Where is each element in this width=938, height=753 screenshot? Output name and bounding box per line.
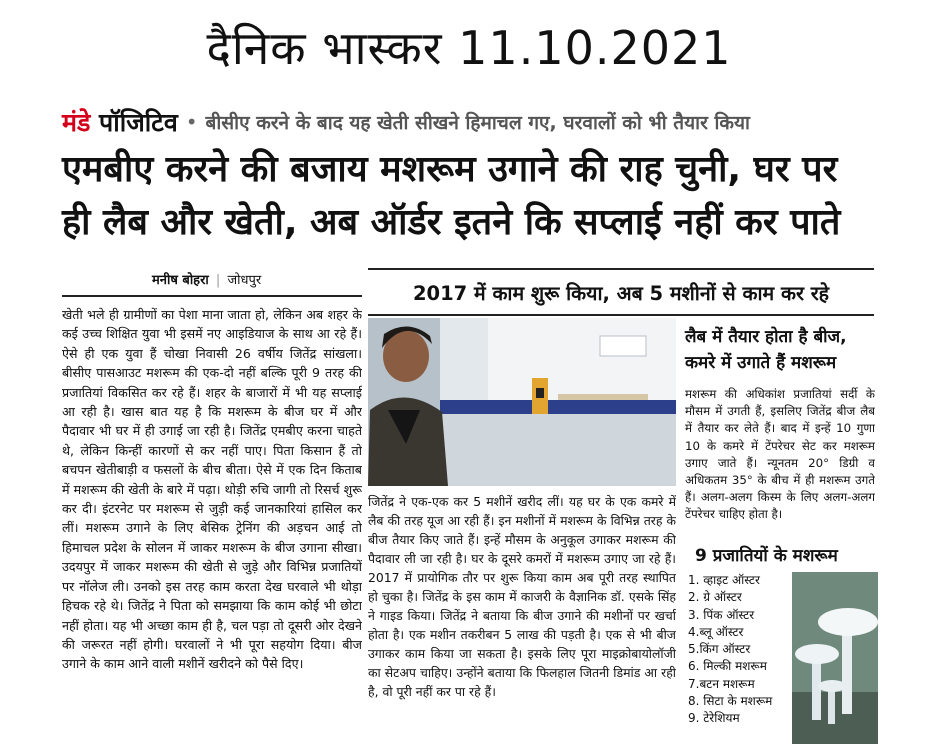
section-brand	[62, 105, 178, 139]
list-item: 3. पिंक ऑस्टर	[688, 607, 755, 622]
mushroom-photo	[792, 572, 878, 744]
author-name: मनीष बोहरा	[152, 273, 209, 288]
byline	[152, 270, 261, 288]
list-item: 1. व्हाइट ऑस्टर	[688, 573, 760, 587]
dateline-place: जोधपुर	[227, 273, 262, 288]
article-body-left: खेती भले ही ग्रामीणों का पेशा माना जाता हो, लेकिन अब शहर के कई उच्च शिक्षित युवा भी इसमें नए आइडियाज के साथ आ रहे हैं। ऐसे ही एक युवा हैं चोखा निवासी 26 वर्षीय जितेंद्र सांखला। बीसीए पासआउट मशरूम की एक-दो नहीं बल्कि पूरी 9 तरह की प्रजातियां विकसित कर रहे हैं। शहर के बाजारों में भी यह सप्लाई आ रही है। खास बात यह है कि मशरूम के बीज घर में और पैदावार भी घर में ही उगाई जा रही है। जितेंद्र एमबीए करना चाहते थे, लेकिन किन्हीं कारणों से कर नहीं पाए। पिता किसान हैं तो बचपन खेतीबाड़ी व फसलों के बीच बीता। ऐसे में एक दिन किताब में मशरूम की खेती के बारे में पढ़ा। थोड़ी रुचि जागी तो रिसर्च शुरू कर दी। इंटरनेट पर मशरूम से जुड़ी कई जानकारियां हासिल कर लीं। मशरूम उगाने के लिए बेसिक ट्रेनिंग की अड़चन आई तो हिमाचल प्रदेश के सोलन में जाकर मशरूम के बीज उगाना सीखा। उदयपुर में जाकर मशरूम की खेती से जुड़े और विभिन्न प्रजातियों पर नॉलेज ली। उनको इस तरह काम करता देख घरवाले भी थोड़ा हिचक रहे थे। जितेंद्र ने पिता को समझाया कि काम कोई भी छोटा नहीं होता। यह भी अच्छा काम ही है, चल पड़ा तो दूसरी ओर देखने की जरूरत नहीं होगी। घरवालों ने भी पूरा सहयोग दिया। बीज उगाने के काम आने वाली मशीनें खरीदने को पैसे दिए।	[62, 307, 362, 672]
mushroom-illustration	[792, 572, 878, 744]
brand-red-word: मंडे	[62, 108, 91, 137]
masthead-title: दैनिक भास्कर 11.10.2021	[206, 21, 732, 75]
list-item: 4.ब्लू ऑस्टर	[688, 624, 744, 639]
list-item: 7.बटन मशरूम	[688, 676, 755, 691]
list-item: 2. ग्रे ऑस्टर	[688, 590, 742, 605]
kicker-subtitle: बीसीए करने के बाद यह खेती सीखने हिमाचल गए, घरवालों को भी तैयार किया	[205, 112, 750, 134]
lab-photo-illustration	[368, 318, 676, 486]
sidebar-headline-line-1: लैब में तैयार होता है बीज,	[685, 327, 847, 347]
list-item: 8. सिटा के मशरूम	[688, 694, 773, 709]
list-item: 5.किंग ऑस्टर	[688, 642, 751, 657]
divider-rule	[62, 295, 362, 297]
lab-photo	[368, 318, 676, 486]
headline-line-2: ही लैब और खेती, अब ऑर्डर इतने कि सप्लाई नहीं कर पाते	[62, 202, 841, 243]
sidebar-headline-line-2: कमरे में उगाते हैं मशरूम	[685, 353, 837, 373]
sidebar-headline	[685, 324, 885, 376]
byline-separator: |	[215, 273, 221, 288]
panel-headline: 2017 में काम शुरू किया, अब 5 मशीनों से काम कर रहे	[368, 268, 874, 316]
bullet: •	[185, 110, 198, 134]
varieties-list	[688, 572, 794, 728]
headline-line-1: एमबीए करने की बजाय मशरूम उगाने की राह चुनी, घर पर	[62, 149, 838, 190]
main-headline	[62, 143, 892, 249]
article-body-middle: जितेंद्र ने एक-एक कर 5 मशीनें खरीद लीं। यह घर के एक कमरे में लैब की तरह यूज आ रही हैं। इन मशीनों में मशरूम के विभिन्न तरह के बीज तैयार किए जाते हैं। इन्हें मौसम के अनुकूल उगाकर मशरूम की पैदावार ली जा रही है। घर के दूसरे कमरों में मशरूम उगाए जा रहे हैं। 2017 में प्रायोगिक तौर पर शुरू किया काम अब पूरी तरह स्थापित हो चुका है। जितेंद्र के इस काम में काजरी के वैज्ञानिक डॉ. एसके सिंह ने गाइड किया। जितेंद्र ने बताया कि बीज उगाने की मशीनों पर खर्चा होता है। एक मशीन तकरीबन 5 लाख की पड़ती है। एक से भी बीज उगाकर काम किया जा सकता है। इसके लिए पूरा माइक्रोबायोलॉजी का सेटअप चाहिए। उन्होंने बताया कि फिलहाल जितनी डिमांड आ रही है, वो पूरी नहीं कर पा रहे हैं।	[368, 494, 676, 699]
list-item: 9. टेरेशियम	[688, 711, 740, 726]
brand-black-word: पॉजिटिव	[99, 108, 178, 137]
sidebar-body: मशरूम की अधिकांश प्रजातियां सर्दी के मौसम में उगती हैं, इसलिए जितेंद्र बीज लैब में तैयार कर लेते हैं। बाद में इन्हें 10 गुणा 10 के कमरे में टेंपरेचर सेट कर मशरूम उगाए जाते हैं। न्यूनतम 20° डिग्री व अधिकतम 35° के बीच में ही मशरूम उगते हैं। अलग-अलग किस्म के लिए अलग-अलग टेंपरेचर चाहिए होता है।	[685, 387, 875, 522]
varieties-heading: 9 प्रजातियों के मशरूम	[695, 546, 838, 566]
kicker-line	[62, 104, 922, 140]
list-item: 6. मिल्की मशरूम	[688, 659, 767, 674]
